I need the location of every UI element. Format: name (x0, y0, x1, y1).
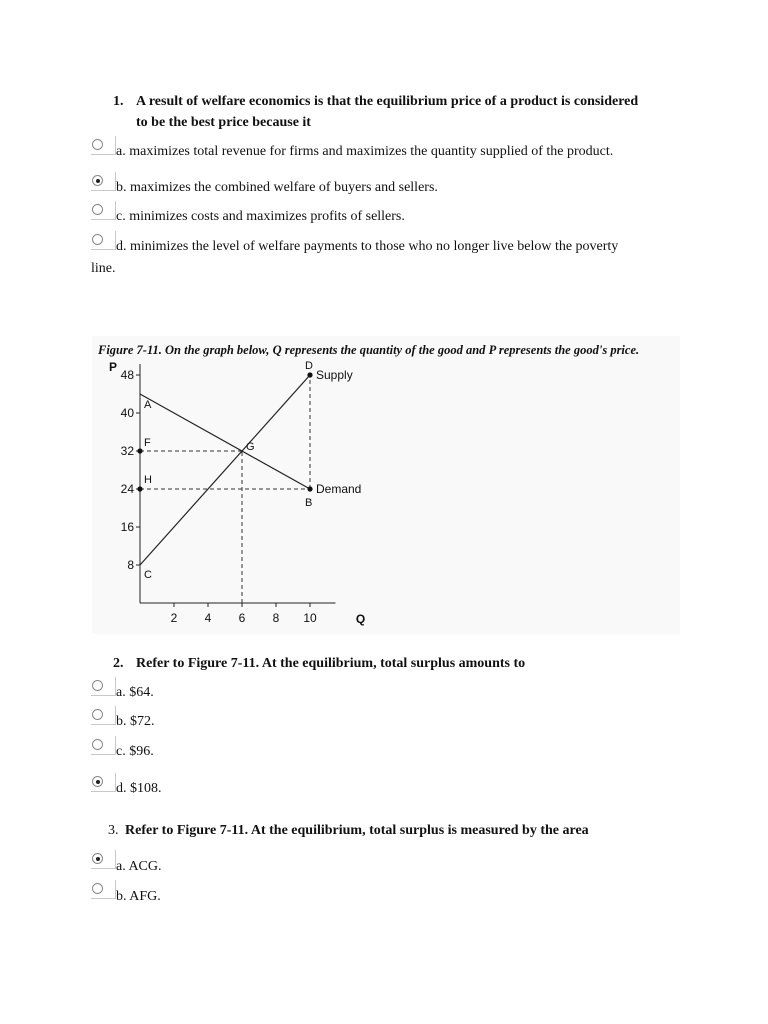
option-label: b. $72. (116, 714, 155, 729)
point-label-g: G (246, 441, 255, 453)
question-text: A result of welfare economics is that the equilibrium price of a product is considered (136, 94, 639, 109)
point-label-d: D (305, 360, 313, 372)
question-text: Refer to Figure 7-11. At the equilibrium, total surplus is measured by the area (125, 823, 589, 838)
x-tick-label: 2 (170, 611, 178, 625)
demand-label: Demand (316, 482, 362, 496)
x-tick-label: 10 (303, 611, 317, 625)
option-label: a. $64. (116, 685, 154, 700)
supply-demand-chart (92, 336, 680, 634)
option-label: a. ACG. (116, 859, 162, 874)
point-label-a: A (144, 399, 152, 411)
option-label-cont: line. (91, 261, 116, 276)
supply-curve (140, 375, 313, 565)
question-number: 2. (113, 656, 124, 671)
y-tick-label: 32 (120, 444, 134, 458)
option-label: d. $108. (116, 781, 162, 796)
y-axis-label: P (109, 360, 118, 374)
option-label: c. $96. (116, 744, 154, 759)
y-tick-label: 48 (120, 368, 134, 382)
y-tick-label: 40 (120, 406, 134, 420)
x-tick-label: 4 (204, 611, 212, 625)
x-axis-label: Q (355, 612, 366, 626)
option-label: d. minimizes the level of welfare payments to those who no longer live below the poverty (116, 239, 619, 254)
point-marker-d (307, 372, 312, 377)
demand-curve (140, 394, 310, 489)
figure-caption: Figure 7-11. On the graph below, Q represents the quantity of the good and P represents the good's price. (98, 343, 640, 357)
option-label: b. maximizes the combined welfare of buyers and sellers. (116, 180, 438, 195)
question-number: 1. (113, 94, 124, 109)
point-label-b: B (305, 497, 313, 509)
y-tick-label: 24 (120, 482, 134, 496)
supply-label: Supply (316, 368, 353, 382)
point-marker-b (307, 486, 312, 491)
option-label: b. AFG. (116, 889, 161, 904)
point-label-f: F (144, 437, 151, 449)
y-tick-label: 8 (127, 558, 134, 572)
point-marker-h (137, 486, 142, 491)
point-marker-f (137, 448, 142, 453)
point-label-c: C (144, 569, 152, 581)
question-number: 3. (108, 823, 119, 838)
y-tick-label: 16 (120, 520, 134, 534)
point-label-h: H (144, 474, 152, 486)
option-label: c. minimizes costs and maximizes profits of sellers. (116, 209, 405, 224)
x-tick-label: 6 (238, 611, 246, 625)
option-label: a. maximizes total revenue for firms and maximizes the quantity supplied of the product. (116, 144, 614, 159)
question-text-cont: to be the best price because it (136, 115, 311, 130)
x-tick-label: 8 (272, 611, 280, 625)
question-text: Refer to Figure 7-11. At the equilibrium, total surplus amounts to (136, 656, 526, 671)
